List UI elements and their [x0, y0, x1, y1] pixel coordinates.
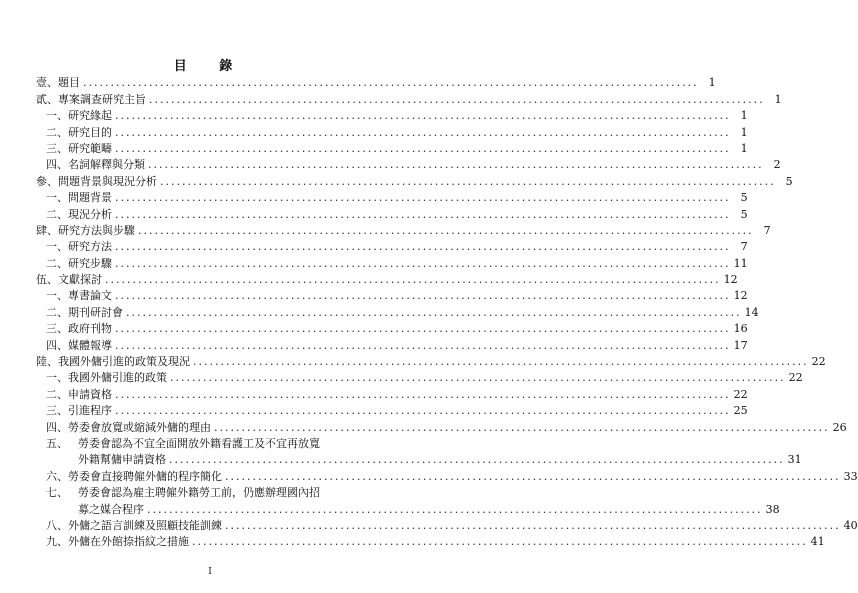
toc-entry [36, 90, 782, 106]
toc-entry-number: 三、 [46, 404, 68, 418]
toc-entry-page: 31 [787, 453, 802, 467]
toc-entry-number: 二、 [46, 207, 68, 221]
toc-entry-number: 三、 [46, 141, 68, 155]
dot-leader [115, 109, 731, 123]
toc-entry-page: 22 [733, 387, 748, 401]
toc-entry-page: 5 [740, 191, 748, 205]
toc-entry-label: 政府刊物 [68, 322, 112, 336]
toc-entry-number: 參、 [36, 174, 58, 188]
toc-entry-number: 五、 [46, 436, 68, 450]
toc-entry-label: 現況分析 [68, 207, 112, 221]
toc-entry-label: 外籍幫傭申請資格 [78, 453, 166, 467]
toc-entry [36, 189, 748, 205]
toc-entry-number: 二、 [46, 125, 68, 139]
toc-entry-number: 陸、 [36, 355, 58, 369]
toc-entry [36, 107, 748, 123]
toc-title: 目 錄 [173, 59, 247, 74]
toc-entry [36, 74, 716, 90]
dot-leader [225, 519, 841, 533]
toc-entry-page: 14 [744, 305, 759, 319]
toc-entry-label: 研究目的 [68, 125, 112, 139]
toc-entry-page: 5 [740, 207, 748, 221]
toc-entry-number: 二、 [46, 256, 68, 270]
toc-entry [36, 238, 748, 254]
table-of-contents [36, 74, 858, 549]
toc-entry-page: 33 [843, 469, 858, 483]
dot-leader [115, 289, 731, 303]
toc-entry-label: 我國外傭引進的政策 [68, 371, 167, 385]
toc-entry [36, 156, 781, 172]
toc-entry-label: 研究方法 [68, 240, 112, 254]
toc-entry-page: 26 [832, 420, 847, 434]
dot-leader [115, 339, 731, 353]
dot-leader [105, 273, 721, 287]
toc-entry-number: 壹、 [36, 76, 58, 90]
toc-entry-label: 問題背景 [68, 191, 112, 205]
toc-entry-number: 一、 [46, 109, 68, 123]
toc-entry-label: 期刊研討會 [68, 305, 123, 319]
toc-entry-page: 1 [740, 141, 748, 155]
dot-leader [160, 175, 776, 189]
toc-entry-number: 貳、 [36, 92, 58, 106]
toc-entry [36, 271, 738, 287]
toc-entry-page: 1 [740, 109, 748, 123]
toc-entry-label: 勞委會直接聘僱外傭的程序簡化 [68, 469, 222, 483]
toc-entry-label: 問題背景與現況分析 [58, 174, 157, 188]
toc-entry-page: 41 [810, 535, 825, 549]
toc-entry [36, 369, 803, 385]
toc-entry [36, 205, 748, 221]
toc-entry [36, 123, 748, 139]
toc-entry [36, 467, 858, 483]
toc-entry-label: 外傭之語言訓練及照顧技能訓練 [68, 518, 222, 532]
toc-entry-page: 25 [733, 404, 748, 418]
toc-entry-label: 研究方法與步驟 [58, 223, 135, 237]
toc-entry-number: 四、 [46, 420, 68, 434]
toc-entry [36, 353, 826, 369]
toc-entry-number: 二、 [46, 305, 68, 319]
dot-leader [170, 371, 786, 385]
dot-leader [225, 470, 841, 484]
toc-entry-label: 募之媒合程序 [78, 502, 144, 516]
dot-leader [148, 158, 764, 172]
toc-entry [36, 402, 748, 418]
toc-entry-label: 引進程序 [68, 404, 112, 418]
toc-entry-page: 7 [763, 223, 771, 237]
toc-entry-page: 1 [774, 92, 782, 106]
toc-entry-number: 一、 [46, 371, 68, 385]
toc-entry-label: 文獻探討 [58, 273, 102, 287]
dot-leader [115, 191, 731, 205]
dot-leader [149, 93, 765, 107]
dot-leader [115, 208, 731, 222]
toc-entry-page: 22 [788, 371, 803, 385]
toc-entry-label: 媒體報導 [68, 338, 112, 352]
toc-entry-label: 我國外傭引進的政策及現況 [58, 355, 190, 369]
dot-leader [115, 126, 731, 140]
dot-leader [147, 503, 763, 517]
dot-leader [115, 322, 731, 336]
toc-entry-number: 肆、 [36, 223, 58, 237]
toc-entry-label: 題目 [58, 76, 80, 90]
toc-entry-page: 22 [811, 355, 826, 369]
toc-entry-page: 16 [733, 322, 748, 336]
toc-entry [36, 320, 748, 336]
toc-entry-page: 2 [773, 158, 781, 172]
toc-entry [36, 172, 793, 188]
dot-leader [126, 306, 742, 320]
toc-entry [36, 287, 748, 303]
toc-entry-number: 四、 [46, 338, 68, 352]
toc-entry-page: 7 [740, 240, 748, 254]
toc-entry-label: 勞委會認為不宜全面開放外籍看護工及不宜再放寬 [78, 436, 320, 450]
dot-leader [83, 76, 699, 90]
toc-entry [36, 385, 748, 401]
toc-entry-number: 七、 [46, 486, 68, 500]
toc-entry [36, 500, 780, 516]
toc-entry-page: 11 [733, 256, 748, 270]
toc-entry-number: 八、 [46, 518, 68, 532]
toc-entry-number: 九、 [46, 535, 68, 549]
toc-entry-number: 一、 [46, 289, 68, 303]
dot-leader [115, 240, 731, 254]
toc-entry [36, 517, 858, 533]
dot-leader [193, 355, 809, 369]
toc-entry [36, 140, 748, 156]
toc-entry-label: 申請資格 [68, 387, 112, 401]
toc-entry-number: 六、 [46, 469, 68, 483]
toc-entry-page: 1 [740, 125, 748, 139]
toc-entry [36, 533, 825, 549]
dot-leader [169, 453, 785, 467]
toc-entry [36, 222, 771, 238]
toc-entry-page: 12 [723, 273, 738, 287]
toc-entry-page: 5 [785, 174, 793, 188]
toc-entry [36, 484, 380, 500]
toc-entry-number: 一、 [46, 191, 68, 205]
dot-leader [115, 257, 731, 271]
toc-entry-label: 研究步驟 [68, 256, 112, 270]
toc-entry-label: 研究範疇 [68, 141, 112, 155]
dot-leader [214, 421, 830, 435]
dot-leader [192, 535, 808, 549]
toc-entry [36, 303, 759, 319]
toc-entry-label: 外傭在外館捺指紋之措施 [68, 535, 189, 549]
toc-entry-label: 研究緣起 [68, 109, 112, 123]
toc-entry-number: 伍、 [36, 273, 58, 287]
toc-entry-page: 1 [708, 76, 716, 90]
toc-entry [36, 254, 748, 270]
toc-entry-page: 40 [843, 518, 858, 532]
toc-entry-number: 一、 [46, 240, 68, 254]
toc-entry [36, 451, 802, 467]
toc-entry-number: 二、 [46, 387, 68, 401]
dot-leader [138, 224, 754, 238]
toc-entry-number: 四、 [46, 158, 68, 172]
toc-entry [36, 435, 380, 451]
toc-entry-page: 12 [733, 289, 748, 303]
toc-entry-label: 名詞解釋與分類 [68, 158, 145, 172]
toc-entry-page: 17 [733, 338, 748, 352]
toc-entry-page: 38 [765, 502, 780, 516]
dot-leader [115, 142, 731, 156]
toc-entry [36, 418, 847, 434]
toc-entry-label: 勞委會放寬或縮減外傭的理由 [68, 420, 211, 434]
page-number: I [208, 567, 212, 577]
toc-entry-label: 專案調查研究主旨 [58, 92, 146, 106]
toc-entry-label: 勞委會認為雇主聘僱外籍勞工前，仍應辦理國內招 [78, 486, 320, 500]
toc-entry [36, 336, 748, 352]
toc-entry-label: 專書論文 [68, 289, 112, 303]
toc-entry-number: 三、 [46, 322, 68, 336]
dot-leader [115, 404, 731, 418]
dot-leader [115, 388, 731, 402]
